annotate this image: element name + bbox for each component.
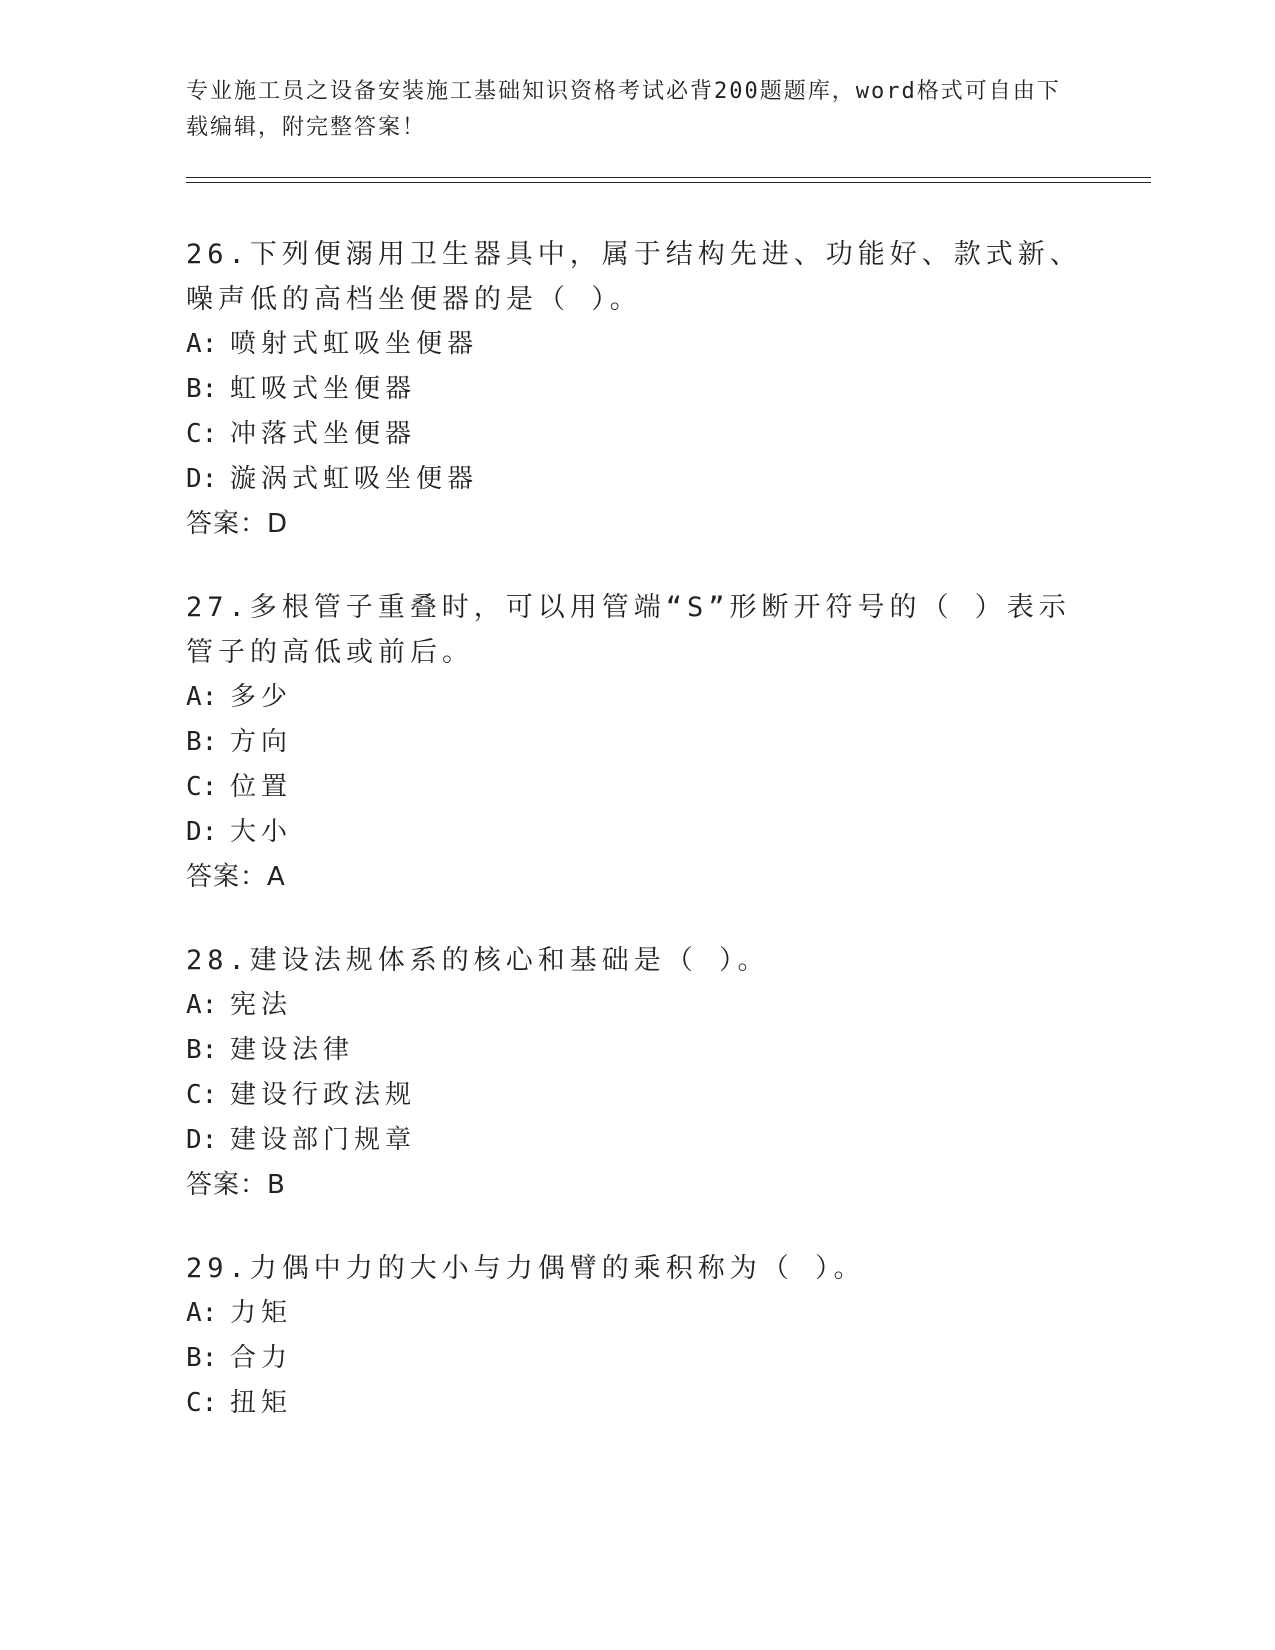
- question-stem: 29.力偶中力的大小与力偶臂的乘积称为（ ）。: [186, 1253, 866, 1284]
- question-list: [186, 232, 1086, 1464]
- option-text: 合力: [230, 1343, 293, 1373]
- option-text: 方向: [230, 727, 293, 757]
- answer-line: 答案：B: [186, 1170, 286, 1200]
- question-29: [186, 1246, 1086, 1426]
- option-letter: D:: [186, 817, 218, 847]
- question-stem: 27.多根管子重叠时，可以用管端“S”形断开符号的（ ）表示管子的高低或前后。: [186, 592, 1071, 668]
- option-d: [186, 1118, 1086, 1163]
- question-stem: 26.下列便溺用卫生器具中，属于结构先进、功能好、款式新、噪声低的高档坐便器的是（ ）。: [186, 239, 1082, 315]
- option-text: 位置: [230, 772, 293, 802]
- option-letter: D:: [186, 464, 218, 494]
- option-a: [186, 1291, 1086, 1336]
- option-b: [186, 720, 1086, 765]
- option-letter: C:: [186, 419, 218, 449]
- option-letter: A:: [186, 1298, 218, 1328]
- option-text: 多少: [230, 682, 293, 712]
- option-text: 力矩: [230, 1298, 293, 1328]
- option-letter: C:: [186, 772, 218, 802]
- option-b: [186, 367, 1086, 412]
- option-letter: B:: [186, 727, 218, 757]
- option-text: 漩涡式虹吸坐便器: [230, 464, 479, 494]
- option-text: 冲落式坐便器: [230, 419, 417, 449]
- option-letter: C:: [186, 1080, 218, 1110]
- option-text: 虹吸式坐便器: [230, 374, 417, 404]
- option-text: 大小: [230, 817, 293, 847]
- option-text: 喷射式虹吸坐便器: [230, 329, 479, 359]
- option-letter: A:: [186, 329, 218, 359]
- header-divider: [186, 177, 1151, 183]
- option-d: [186, 810, 1086, 855]
- option-text: 宪法: [230, 990, 293, 1020]
- option-b: [186, 1028, 1086, 1073]
- option-letter: B:: [186, 1035, 218, 1065]
- option-c: [186, 1381, 1086, 1426]
- option-b: [186, 1336, 1086, 1381]
- option-text: 扭矩: [230, 1388, 293, 1418]
- option-d: [186, 457, 1086, 502]
- option-letter: C:: [186, 1388, 218, 1418]
- question-28: [186, 938, 1086, 1208]
- answer-line: 答案：D: [186, 509, 289, 539]
- answer-line: 答案：A: [186, 862, 286, 892]
- option-text: 建设部门规章: [230, 1125, 417, 1155]
- document-header: 专业施工员之设备安装施工基础知识资格考试必背200题题库，word格式可自由下载编辑，附完整答案！: [186, 79, 1061, 140]
- question-27: [186, 585, 1086, 900]
- option-c: [186, 1073, 1086, 1118]
- option-a: [186, 983, 1086, 1028]
- question-stem: 28.建设法规体系的核心和基础是（ ）。: [186, 945, 770, 976]
- option-c: [186, 765, 1086, 810]
- option-letter: B:: [186, 374, 218, 404]
- option-c: [186, 412, 1086, 457]
- option-a: [186, 322, 1086, 367]
- option-letter: A:: [186, 990, 218, 1020]
- option-letter: D:: [186, 1125, 218, 1155]
- question-26: [186, 232, 1086, 547]
- option-text: 建设法律: [230, 1035, 355, 1065]
- option-letter: A:: [186, 682, 218, 712]
- option-a: [186, 675, 1086, 720]
- option-letter: B:: [186, 1343, 218, 1373]
- option-text: 建设行政法规: [230, 1080, 417, 1110]
